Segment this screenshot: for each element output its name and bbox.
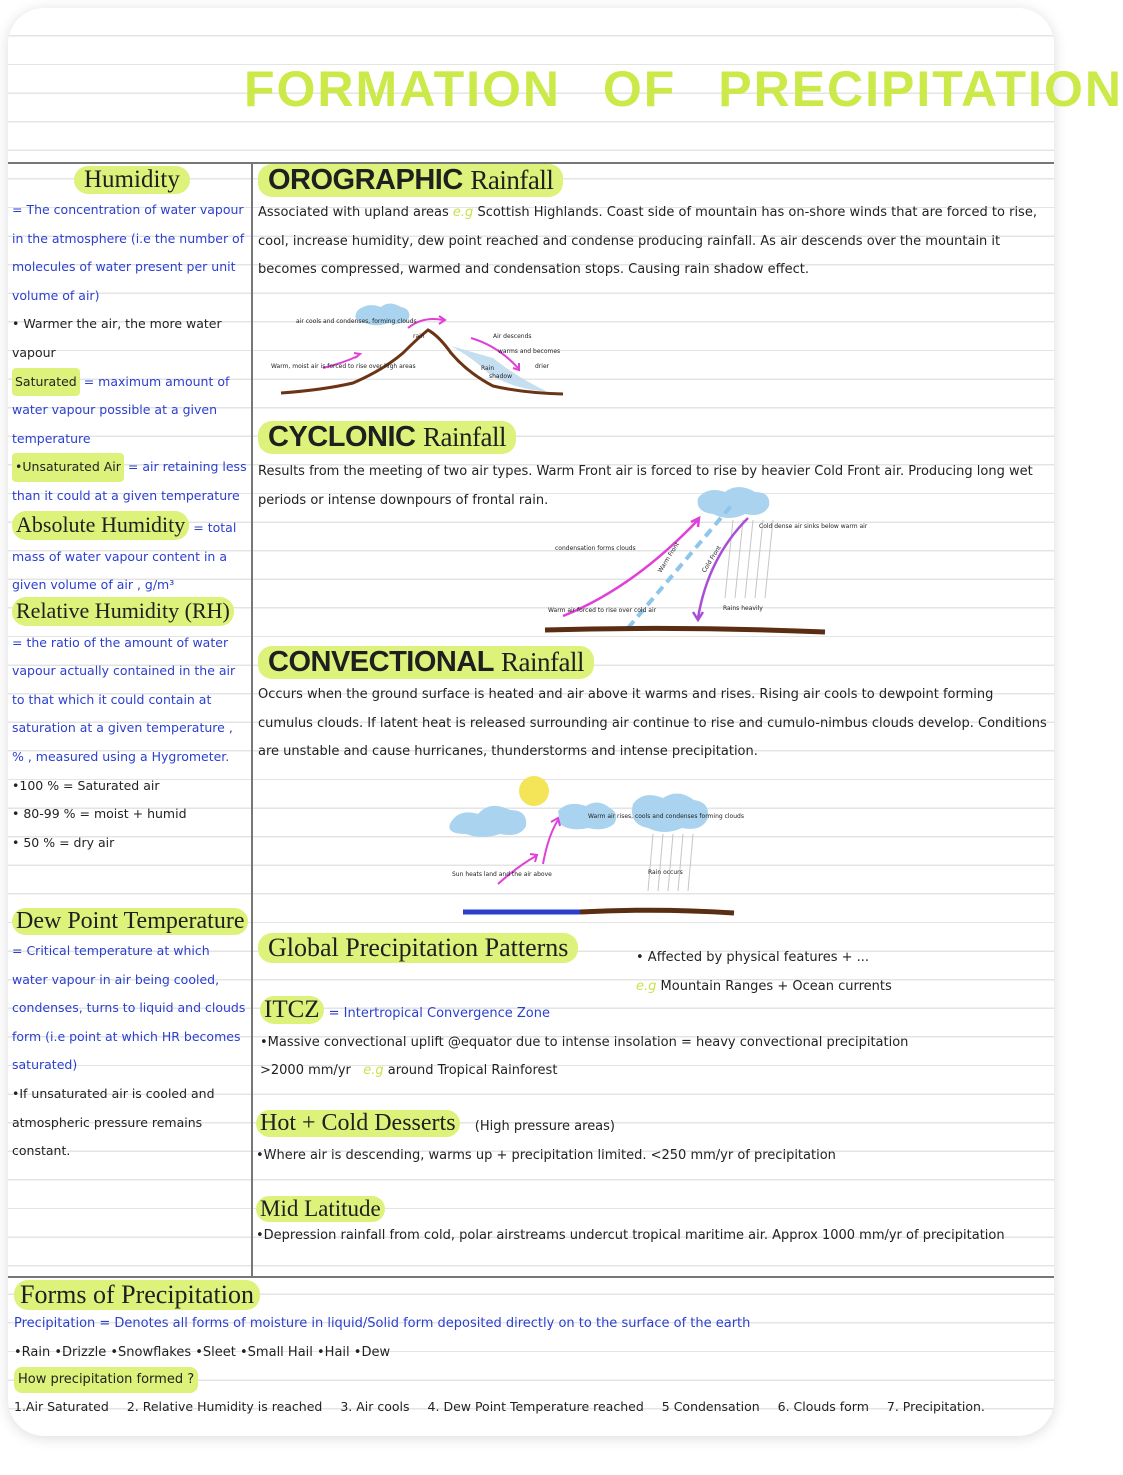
step-item: 7. Precipitation.: [886, 1399, 985, 1415]
saturated-term: Saturated: [12, 368, 80, 397]
step-item: 4. Dew Point Temperature reached: [427, 1399, 644, 1415]
deserts-heading: Hot + Cold Desserts: [256, 1110, 460, 1137]
rh-saturated: •100 % = Saturated air: [12, 777, 160, 793]
step-item: 5 Condensation: [661, 1399, 760, 1415]
oro-label-left: Warm, moist air is forced to rise over high areas: [271, 363, 416, 370]
oro-label-rain: rain: [413, 333, 425, 340]
cyclonic-diagram: [533, 478, 868, 638]
dew-point-section: [12, 908, 248, 1166]
cyc-label-rains: Rains heavily: [723, 605, 763, 612]
step-item: 2. Relative Humidity is reached: [126, 1399, 323, 1415]
convectional-section: [258, 646, 1048, 767]
itcz-location: around Tropical Rainforest: [387, 1063, 558, 1079]
unsaturated-text: = air retaining less than it could at a given temperature: [12, 459, 247, 503]
absolute-text: = total mass of water vapour content in a given volume of air , g/m³: [12, 520, 237, 593]
itcz-text: •Massive convectional uplift @equator due to intense insolation = heavy convectional precipitation: [260, 1034, 909, 1050]
absolute-heading: Absolute Humidity: [12, 511, 189, 540]
relative-heading: Relative Humidity (RH): [12, 597, 234, 626]
global-eg: e.g: [636, 978, 657, 994]
mid-latitude-text: •Depression rainfall from cold, polar airstreams undercut tropical maritime air. Approx 1000 mm/yr of precipitation: [256, 1228, 1005, 1243]
deserts-section: [256, 1110, 1046, 1170]
forms-types: •Rain •Drizzle •Snowflakes •Sleet •Small Hail •Hail •Dew: [14, 1344, 391, 1360]
notes-page: [8, 8, 1123, 1436]
cyc-label-cold: Cold Front: [700, 544, 723, 575]
saturated-text: = maximum amount of water vapour possible at a given temperature: [12, 373, 230, 446]
oro-label-top: air cools and condenses, forming clouds: [296, 318, 417, 325]
convectional-text: Occurs when the ground surface is heated and air above it warms and rises. Rising air cools to dewpoint forming cumulus clouds. If latent heat is released surrounding air continue to rise and cumulo-nimbus clouds develop. Conditions are unstable and cause hurricanes, thunderstorms and intense precipitation.: [258, 687, 1047, 760]
dew-point-heading: Dew Point Temperature: [12, 908, 248, 935]
oro-label-shadow2: shadow: [489, 373, 512, 380]
humidity-heading: Humidity: [74, 166, 190, 194]
dew-point-definition: = Critical temperature at which water vapour in air being cooled, condenses, turns to liquid and clouds form (i.e point at which HR becomes saturated): [12, 943, 246, 1073]
mid-latitude-heading: Mid Latitude: [256, 1196, 385, 1222]
global-note-affected: • Affected by physical features + ...: [636, 950, 870, 965]
forms-definition: Precipitation = Denotes all forms of moisture in liquid/Solid form deposited directly on to the surface of the earth: [14, 1316, 751, 1331]
convectional-heading: CONVECTIONAL Rainfall: [258, 646, 594, 679]
absolute-humidity-section: [12, 511, 248, 600]
deserts-text: •Where air is descending, warms up + precipitation limited. <250 mm/yr of precipitation: [256, 1147, 836, 1163]
rh-moist: • 80-99 % = moist + humid: [12, 806, 187, 822]
dew-point-note: •If unsaturated air is cooled and atmospheric pressure remains constant.: [12, 1085, 215, 1159]
rh-dry: • 50 % = dry air: [12, 834, 115, 850]
humidity-bullet: • Warmer the air, the more water vapour: [12, 316, 222, 360]
oro-label-right2: warms and becomes: [498, 348, 561, 355]
unsaturated-term: •Unsaturated Air: [12, 453, 124, 482]
orographic-diagram: [263, 298, 593, 408]
orographic-section: [258, 164, 1048, 285]
formation-steps: [14, 1393, 1048, 1422]
itcz-full: = Intertropical Convergence Zone: [328, 1006, 550, 1021]
oro-label-shadow1: Rain: [481, 365, 495, 372]
cyc-label-condense: condensation forms clouds: [555, 545, 636, 552]
forms-divider: [8, 1276, 1054, 1278]
con-label-rain: Rain occurs: [648, 869, 683, 876]
forms-heading: Forms of Precipitation: [14, 1280, 260, 1310]
humidity-section: [12, 166, 248, 511]
cyc-label-warm: Warm Front: [656, 541, 681, 575]
cyclonic-text: Results from the meeting of two air types. Warm Front air is forced to rise by heavier Cold Front air. Producing long wet periods or intense downpours of frontal rain.: [258, 464, 1033, 508]
cyclonic-heading: CYCLONIC Rainfall: [258, 421, 516, 454]
column-divider: [251, 162, 253, 1276]
cyc-label-colddense: Cold dense air sinks below warm air: [759, 523, 868, 530]
humidity-definition: = The concentration of water vapour in the atmosphere (i.e the number of molecules of water present per unit volume of air): [12, 202, 245, 303]
page-title: FORMATION OF PRECIPITATION: [244, 61, 1123, 117]
con-label-sun: Sun heats land and the air above: [452, 871, 552, 878]
cyc-label-warmforced: Warm air forced to rise over cold air: [548, 607, 657, 614]
how-formed-heading: How precipitation formed ?: [14, 1367, 198, 1393]
convectional-diagram: [438, 776, 744, 916]
step-item: 3. Air cools: [340, 1399, 410, 1415]
global-note-examples: Mountain Ranges + Ocean currents: [660, 978, 892, 994]
itcz-section: ITCZ = Intertropical Convergence Zone •Massive convectional uplift @equator due to intense insolation = heavy convectional precipitation >2000 mm/yr e.g around Tropical Rainforest: [260, 996, 1050, 1086]
step-item: 1.Air Saturated: [14, 1399, 109, 1415]
relative-humidity-section: [12, 597, 248, 857]
itcz-rate: >2000 mm/yr: [260, 1063, 351, 1079]
global-heading: Global Precipitation Patterns: [258, 933, 578, 963]
relative-text: = the ratio of the amount of water vapour actually contained in the air to that which it could contain at saturation at a given temperature , % , measured using a Hygrometer.: [12, 634, 236, 764]
deserts-sub: (High pressure areas): [474, 1119, 615, 1134]
forms-section: [14, 1280, 1048, 1422]
mid-latitude-section: [256, 1196, 1046, 1251]
orographic-text: Associated with upland areas e.g Scottish Highlands. Coast side of mountain has on-shore winds that are forced to rise, cool, increase humidity, dew point reached and condense producing rainfall. As air descends over the mountain it becomes compressed, warmed and condensation stops. Causing rain shadow effect.: [258, 205, 1037, 278]
oro-label-right3: drier: [535, 363, 550, 370]
oro-label-right1: Air descends: [493, 333, 532, 340]
global-notes: [636, 944, 1036, 1001]
con-label-rises: Warm air rises, cools and condenses forming clouds: [588, 813, 744, 820]
step-item: 6. Clouds form: [777, 1399, 869, 1415]
itcz-heading: ITCZ: [260, 996, 324, 1024]
orographic-heading: OROGRAPHIC Rainfall: [258, 164, 563, 197]
